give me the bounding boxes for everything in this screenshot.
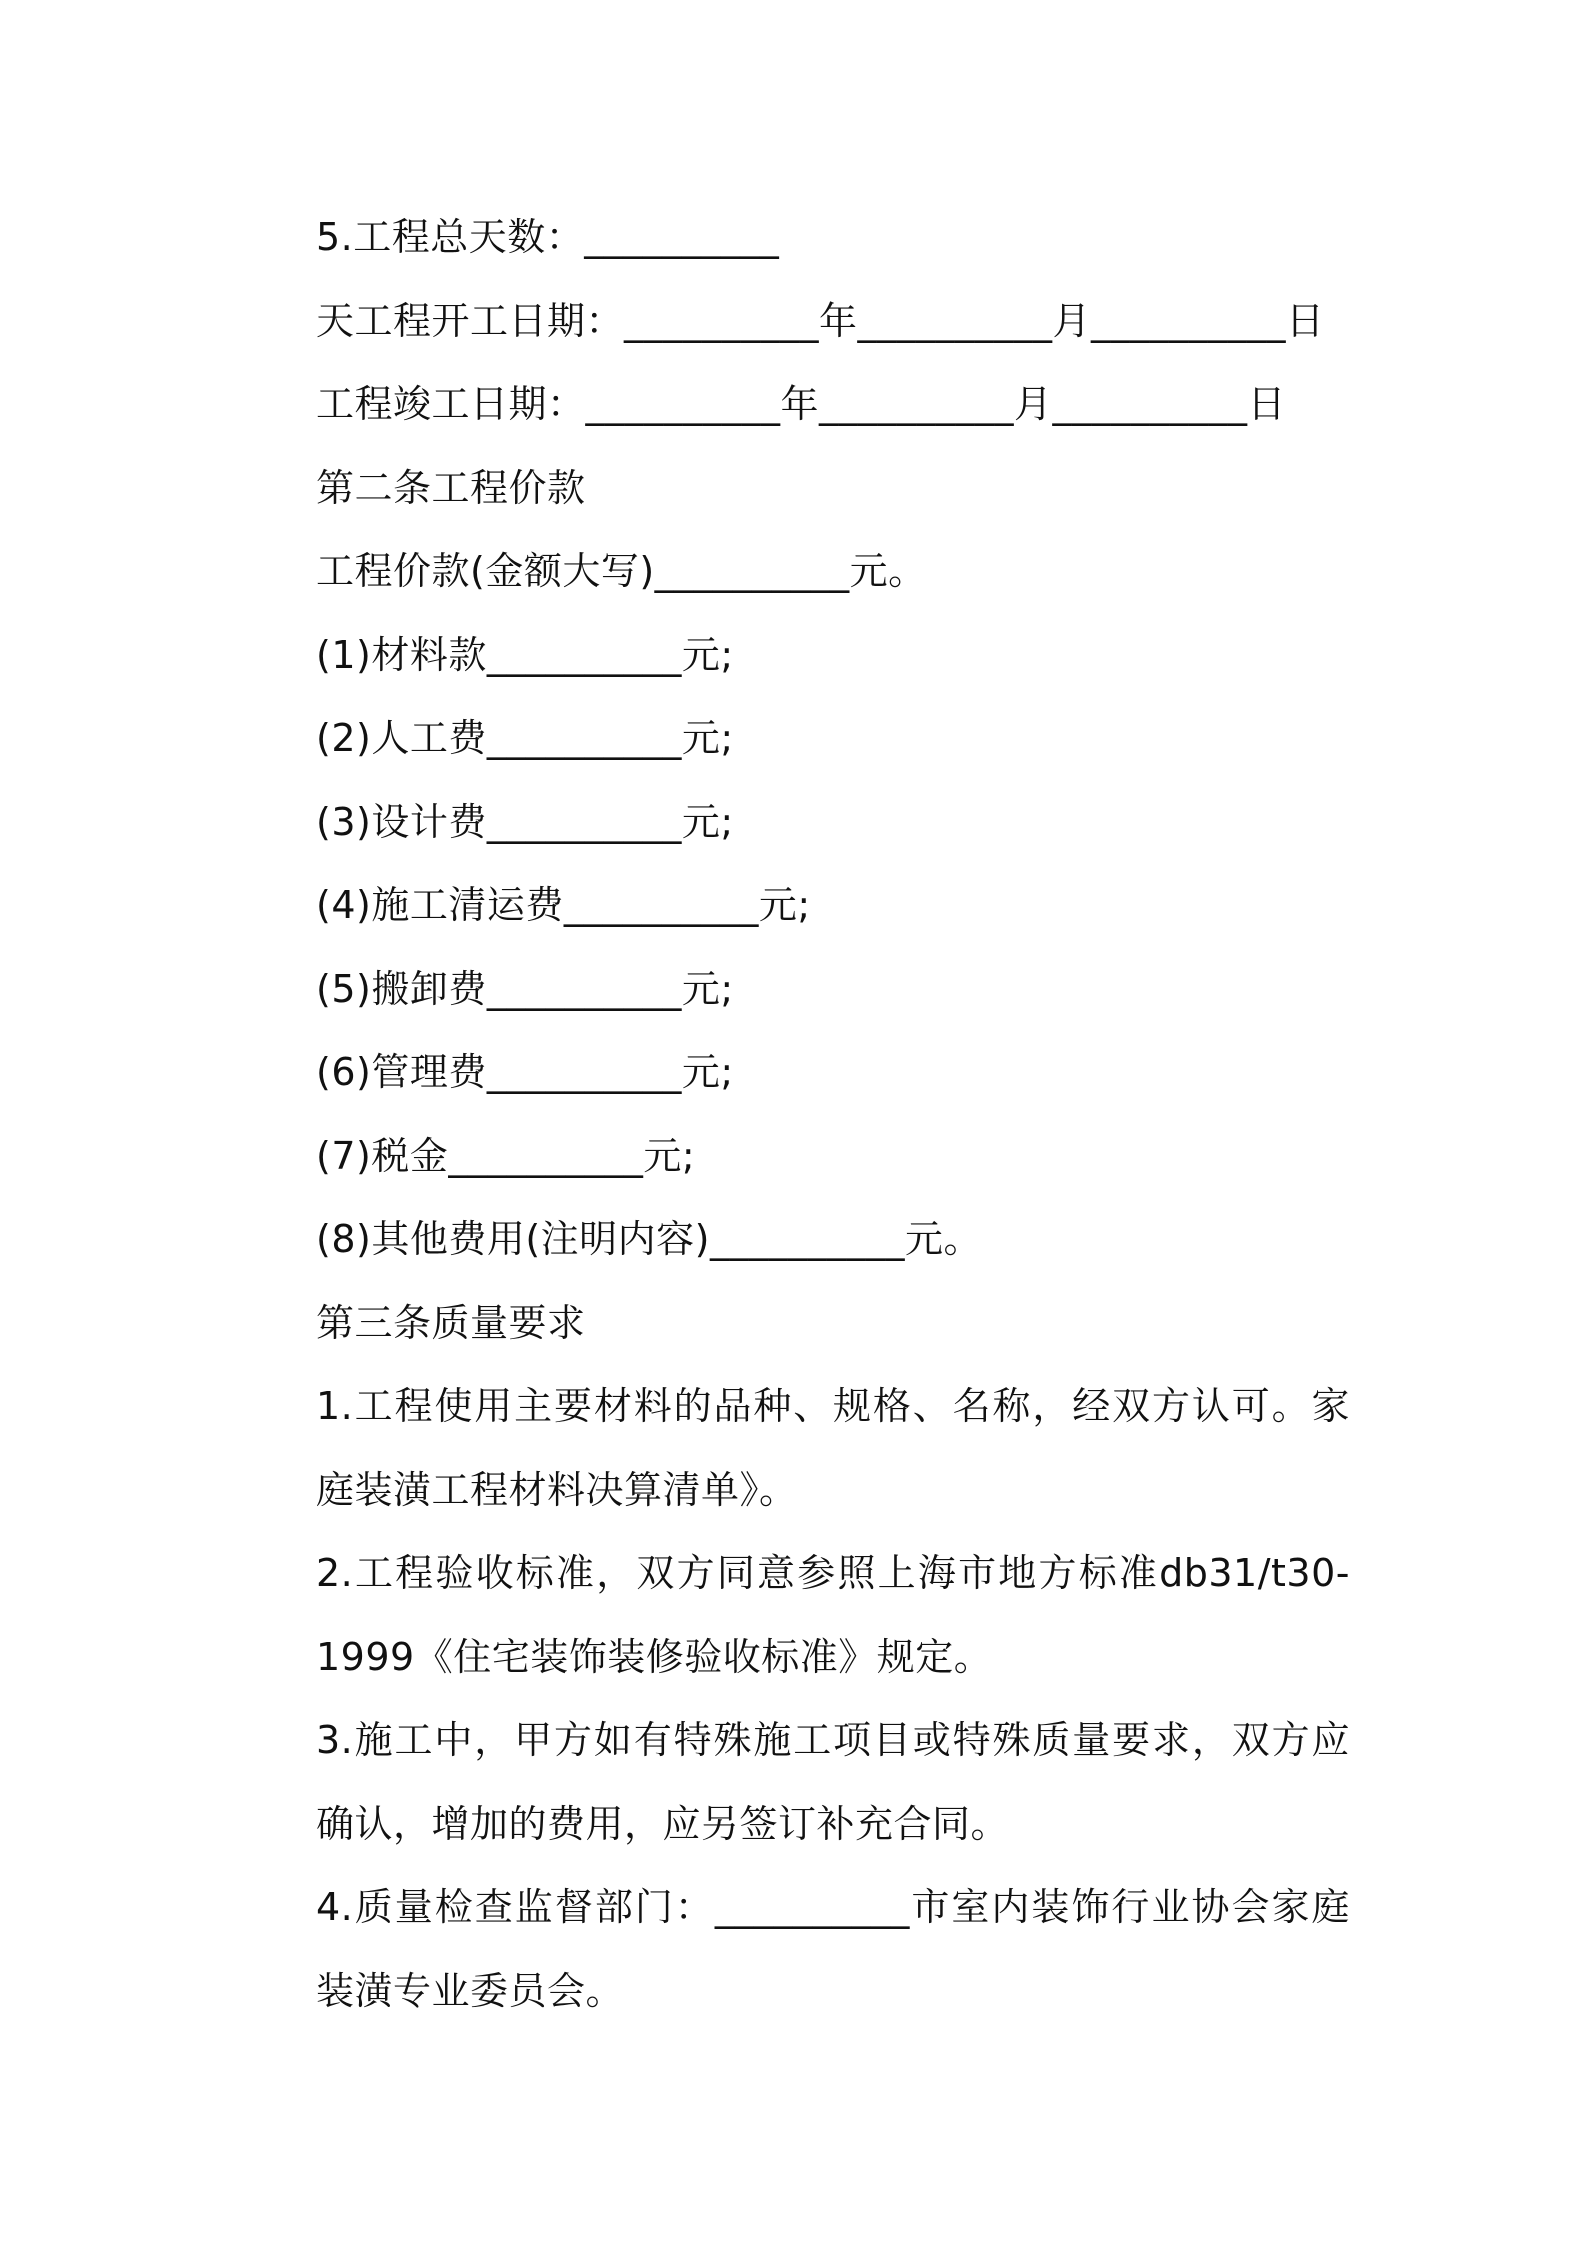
price-item-labor: (2)人工费__________元; (316, 716, 734, 760)
quality-clause-1: 1.工程使用主要材料的品种、规格、名称，经双方认可。家庭装潢工程材料决算清单》。 (316, 1384, 1350, 1512)
price-item-tax: (7)税金__________元; (316, 1133, 696, 1178)
section-heading-price: 第二条工程价款 (316, 465, 586, 510)
price-item-materials: (1)材料款__________元; (316, 632, 734, 677)
price-item-design: (3)设计费__________元; (316, 799, 734, 844)
price-item-moving: (5)搬卸费__________元; (316, 966, 734, 1011)
price-item-management: (6)管理费__________元; (316, 1050, 734, 1094)
total-price-line: 工程价款(金额大写)__________元。 (316, 549, 927, 593)
quality-clause-3: 3.施工中，甲方如有特殊施工项目或特殊质量要求，双方应确认，增加的费用，应另签订补充合同。 (316, 1718, 1350, 1846)
document-body (240, 196, 1350, 2033)
quality-clause-2: 2.工程验收标准，双方同意参照上海市地方标准db31/t30-1999《住宅装饰装修验收标准》规定。 (316, 1551, 1350, 1679)
total-days-line: 5.工程总天数：__________ (316, 215, 780, 259)
quality-clause-4: 4.质量检查监督部门：__________市室内装饰行业协会家庭装潢专业委员会。 (316, 1885, 1350, 2013)
completion-date-line: 工程竣工日期：__________年__________月__________日 (316, 382, 1287, 426)
section-heading-quality: 第三条质量要求 (316, 1300, 586, 1345)
price-item-other: (8)其他费用(注明内容)__________元。 (316, 1217, 982, 1261)
price-item-cleanup: (4)施工清运费__________元; (316, 883, 811, 927)
start-date-line: 天工程开工日期：__________年__________月__________日 (316, 298, 1325, 343)
